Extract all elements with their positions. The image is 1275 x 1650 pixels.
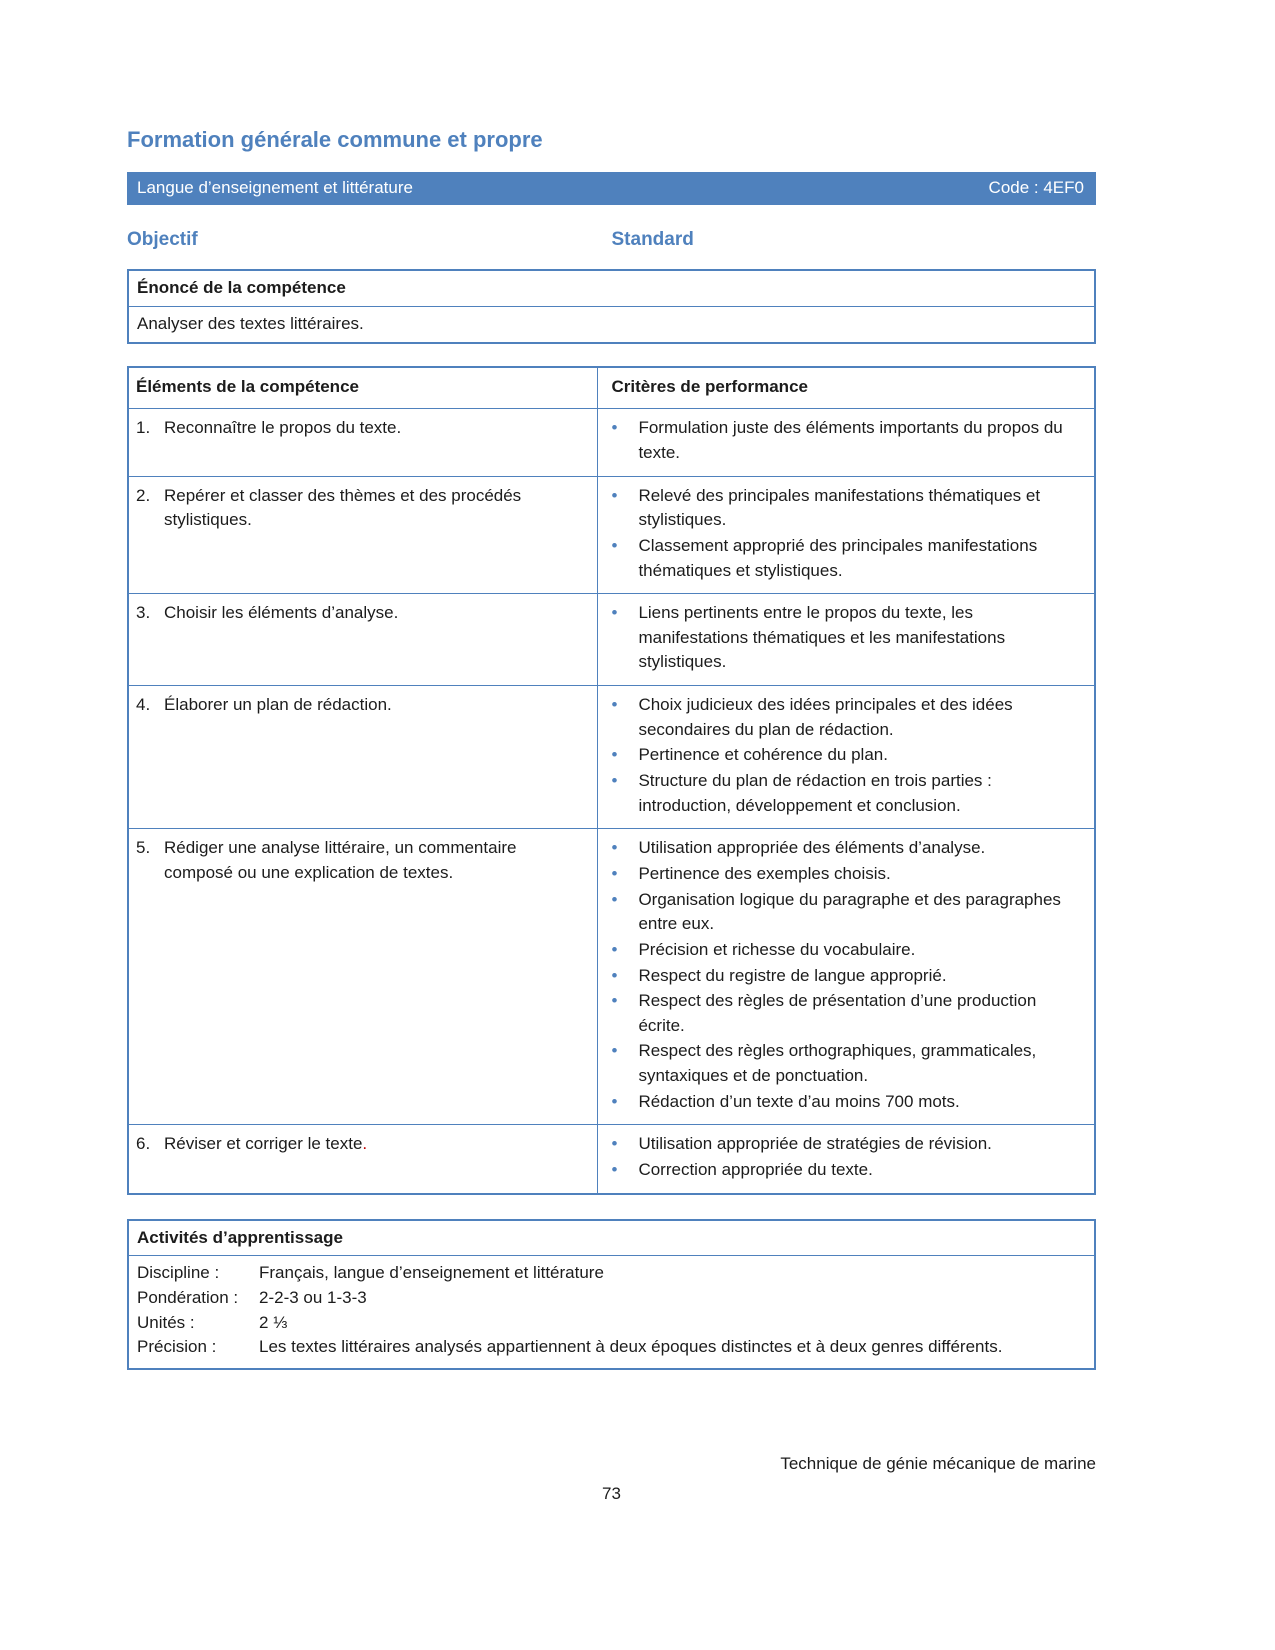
criteria-cell: [598, 1125, 1095, 1194]
criteria-item: • Correction appropriée du texte.: [611, 1158, 1086, 1183]
criteria-item: • Organisation logique du paragraphe et des paragraphes entre eux.: [611, 888, 1086, 937]
activite-label: Pondération :: [137, 1287, 239, 1307]
heading-objectif: Objectif: [127, 228, 198, 250]
page-title: Formation générale commune et propre: [127, 127, 543, 152]
bullet-icon: •: [611, 1134, 618, 1154]
enonce-body: Analyser des textes littéraires.: [137, 314, 364, 334]
activite-value: Français, langue d’enseignement et littérature: [259, 1263, 604, 1283]
activite-value: 2-2-3 ou 1-3-3: [259, 1287, 367, 1307]
criteria-item: • Respect du registre de langue approprié.: [611, 964, 1086, 989]
table-row: [128, 686, 1095, 829]
element-number: 4.: [136, 695, 151, 715]
column-headings: [127, 226, 1096, 254]
activite-label: Discipline :: [137, 1263, 220, 1283]
criteria-item: • Classement approprié des principales manifestations thématiques et stylistiques.: [611, 534, 1086, 583]
element-number: 3.: [136, 603, 151, 623]
table-row: [128, 476, 1095, 594]
criteria-item: • Pertinence des exemples choisis.: [611, 862, 1086, 887]
element-cell: [128, 476, 598, 594]
element-cell: [128, 594, 598, 686]
criteria-item: • Choix judicieux des idées principales et des idées secondaires du plan de rédaction.: [611, 693, 1086, 742]
bullet-icon: •: [611, 991, 618, 1011]
criteria-cell: [598, 686, 1095, 829]
red-period: .: [362, 1134, 368, 1154]
element-cell: [128, 1125, 598, 1194]
bullet-icon: •: [611, 838, 618, 858]
criteria-cell: [598, 594, 1095, 686]
element-text: Élaborer un plan de rédaction.: [164, 695, 392, 715]
criteria-item: • Rédaction d’un texte d’au moins 700 mots.: [611, 1090, 1086, 1115]
table-row: [128, 1125, 1095, 1194]
bullet-icon: •: [611, 485, 618, 505]
table-row: [128, 409, 1095, 476]
bullet-icon: •: [611, 745, 618, 765]
page-content: [127, 0, 1096, 1392]
criteria-item: • Relevé des principales manifestations thématiques et stylistiques.: [611, 484, 1086, 533]
bullet-icon: •: [611, 965, 618, 985]
criteria-cell: [598, 829, 1095, 1125]
competence-table: [127, 366, 1096, 1195]
activite-label: Unités :: [137, 1312, 195, 1332]
table-row: [128, 829, 1095, 1125]
banner-code: Code : 4EF0: [988, 178, 1084, 198]
header-elements: Éléments de la compétence: [128, 367, 598, 409]
activites-body: [129, 1256, 1094, 1368]
element-cell: [128, 686, 598, 829]
element-text: Rédiger une analyse littéraire, un commentaire composé ou une explication de textes.: [164, 838, 517, 882]
bullet-icon: •: [611, 1160, 618, 1180]
criteria-item: • Formulation juste des éléments importants du propos du texte.: [611, 416, 1086, 465]
enonce-box: [127, 269, 1096, 343]
page-footer: [127, 1452, 1096, 1506]
activite-label: Précision :: [137, 1337, 217, 1357]
element-cell: [128, 409, 598, 476]
bullet-icon: •: [611, 418, 618, 438]
footer-program-name: Technique de génie mécanique de marine: [780, 1454, 1096, 1473]
criteria-item: • Respect des règles orthographiques, grammaticales, syntaxiques et de ponctuation.: [611, 1039, 1086, 1088]
page-number: 73: [602, 1483, 621, 1503]
heading-standard: Standard: [611, 228, 694, 250]
element-text: Choisir les éléments d’analyse.: [164, 603, 399, 623]
criteria-item: • Respect des règles de présentation d’une production écrite.: [611, 989, 1086, 1038]
activite-value: Les textes littéraires analysés appartiennent à deux époques distinctes et à deux genres différents.: [259, 1337, 1003, 1357]
activite-value: 2 ⅓: [259, 1312, 288, 1332]
activites-header: Activités d’apprentissage: [129, 1221, 1094, 1257]
bullet-icon: •: [611, 1091, 618, 1111]
bullet-icon: •: [611, 1041, 618, 1061]
enonce-header: Énoncé de la compétence: [129, 271, 1094, 307]
activites-box: [127, 1219, 1096, 1370]
criteria-item: • Utilisation appropriée des éléments d’analyse.: [611, 836, 1086, 861]
criteria-item: • Utilisation appropriée de stratégies de révision.: [611, 1132, 1086, 1157]
bullet-icon: •: [611, 939, 618, 959]
criteria-item: • Liens pertinents entre le propos du texte, les manifestations thématiques et les manifestations stylistiques.: [611, 601, 1086, 675]
element-number: 2.: [136, 485, 151, 505]
header-criteres: Critères de performance: [598, 367, 1095, 409]
element-number: 6.: [136, 1134, 151, 1154]
element-number: 5.: [136, 838, 151, 858]
criteria-cell: [598, 409, 1095, 476]
element-text: Reconnaître le propos du texte.: [164, 418, 402, 438]
element-number: 1.: [136, 418, 151, 438]
criteria-item: • Précision et richesse du vocabulaire.: [611, 938, 1086, 963]
element-text: Réviser et corriger le texte.: [164, 1134, 368, 1154]
bullet-icon: •: [611, 603, 618, 623]
bullet-icon: •: [611, 889, 618, 909]
criteria-cell: [598, 476, 1095, 594]
bullet-icon: •: [611, 535, 618, 555]
element-text: Repérer et classer des thèmes et des procédés stylistiques.: [164, 485, 522, 530]
bullet-icon: •: [611, 863, 618, 883]
banner-title: Langue d’enseignement et littérature: [137, 178, 413, 198]
table-header-row: [128, 367, 1095, 409]
section-banner: [127, 172, 1096, 205]
table-row: [128, 594, 1095, 686]
bullet-icon: •: [611, 771, 618, 791]
element-cell: [128, 829, 598, 1125]
bullet-icon: •: [611, 695, 618, 715]
criteria-item: • Pertinence et cohérence du plan.: [611, 743, 1086, 768]
criteria-item: • Structure du plan de rédaction en trois parties : introduction, développement et conclusion.: [611, 769, 1086, 818]
